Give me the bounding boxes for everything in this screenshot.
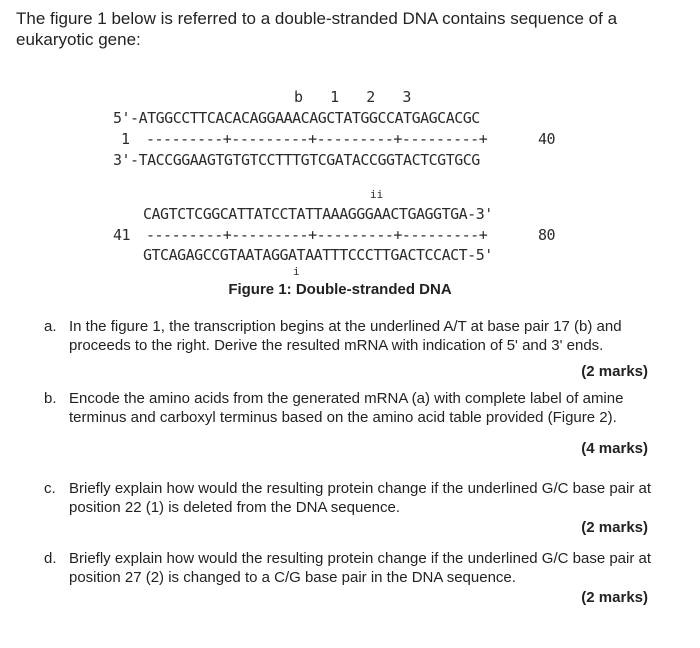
ruler-end-2: 80: [538, 226, 556, 244]
ruler-end-1: 40: [538, 130, 556, 148]
dna-bottom-strand-2: GTCAGAGCCGTAATAGGATAATTTCCCTTGACTCCACT-5': [143, 246, 493, 264]
question-c-marks: (2 marks): [581, 519, 648, 536]
question-c-text: Briefly explain how would the resulting protein change if the underlined G/C base pair at position 22 (1) is deleted from the DNA sequence.: [69, 480, 652, 516]
question-a-letter: a.: [44, 318, 57, 335]
ruler-start-2: 41: [113, 226, 131, 244]
question-d-marks: (2 marks): [581, 589, 648, 606]
position-ruler-1: ---------+---------+---------+---------+: [146, 130, 488, 148]
question-c-letter: c.: [44, 480, 56, 497]
question-d-text: Briefly explain how would the resulting protein change if the underlined G/C base pair at position 27 (2) is changed to a C/G base pair in the DNA sequence.: [69, 550, 652, 586]
question-b-letter: b.: [44, 390, 57, 407]
question-b-text: Encode the amino acids from the generated mRNA (a) with complete label of amine terminus and carboxyl terminus based on the amino acid table provided (Figure 2).: [69, 390, 624, 426]
ruler-start-1: 1: [121, 130, 130, 148]
site-markers: b 1 2 3: [294, 88, 412, 106]
question-a-marks: (2 marks): [581, 363, 648, 380]
question-d-letter: d.: [44, 550, 57, 567]
intro-text: The figure 1 below is referred to a double-stranded DNA contains sequence of a eukaryotic gene:: [16, 9, 618, 49]
dna-top-strand-1: 5'-ATGGCCTTCACACAGGAAACAGCTATGGCCATGAGCACGC: [113, 109, 480, 127]
site-marker-ii: ii: [370, 188, 384, 201]
dna-bottom-strand-1: 3'-TACCGGAAGTGTGTCCTTTGTCGATACCGGTACTCGTGCG: [113, 151, 480, 169]
position-ruler-2: ---------+---------+---------+---------+: [146, 226, 488, 244]
question-b-marks: (4 marks): [581, 440, 648, 457]
figure-caption: Figure 1: Double-stranded DNA: [228, 281, 452, 298]
question-a-text: In the figure 1, the transcription begins at the underlined A/T at base pair 17 (b) and proceeds to the right. Derive the resulted mRNA with indication of 5' and 3' ends.: [69, 318, 622, 354]
site-marker-i: i: [293, 265, 300, 278]
dna-top-strand-2: CAGTCTCGGCATTATCCTATTAAAGGGAACTGAGGTGA-3': [143, 205, 493, 223]
